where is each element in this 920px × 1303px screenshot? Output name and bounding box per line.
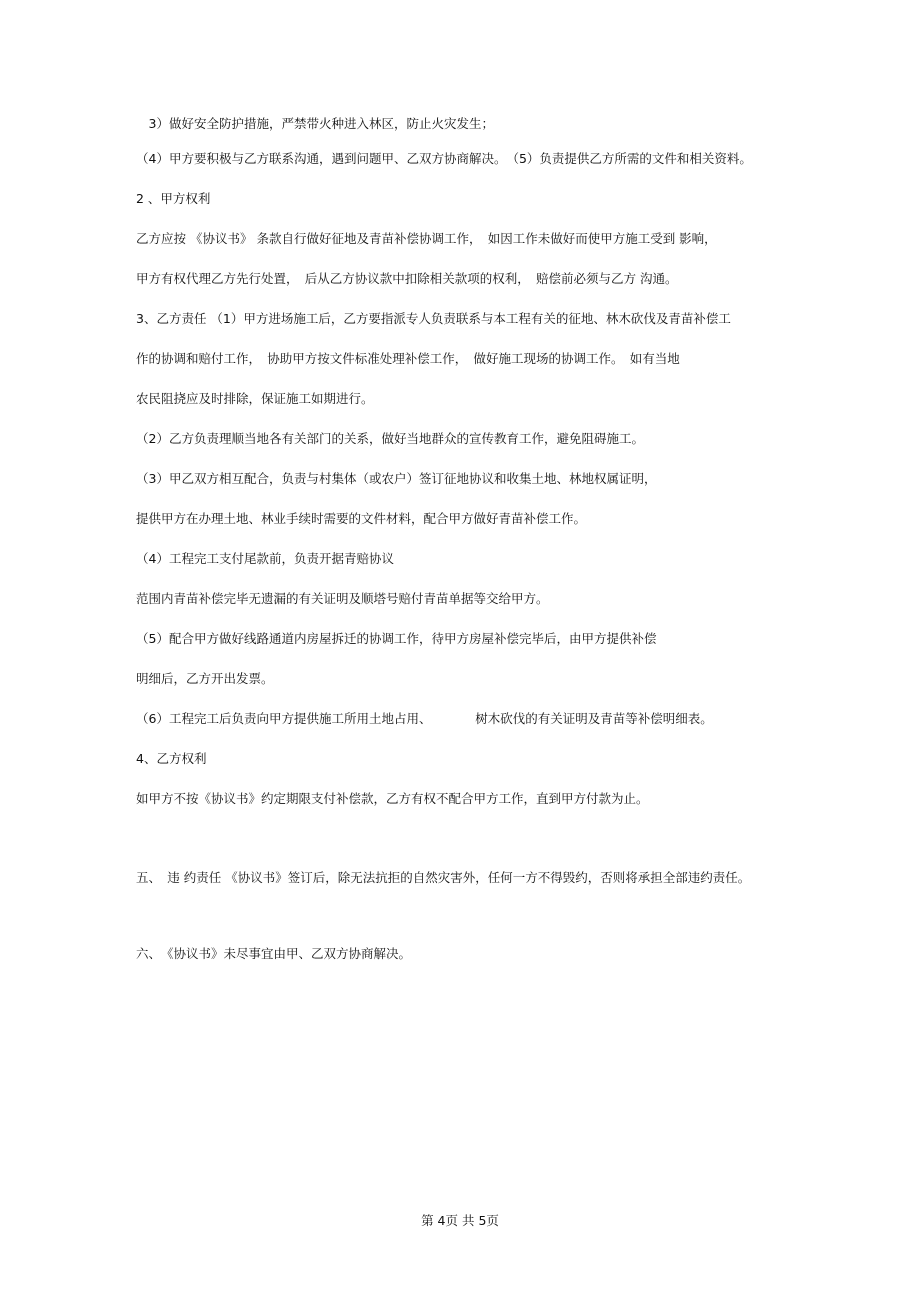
text-line: 提供甲方在办理土地、林业手续时需要的文件材料，配合甲方做好青苗补偿工作。 — [136, 511, 587, 526]
text-line: 甲方有权代理乙方先行处置， 后从乙方协议款中扣除相关款项的权利， 赔偿前必须与乙方 沟通。 — [136, 271, 678, 286]
text-line: 农民阻挠应及时排除，保证施工如期进行。 — [136, 391, 374, 406]
text-line: 明细后，乙方开出发票。 — [136, 671, 274, 686]
page-footer: 第 4页 共 5页 — [421, 1213, 499, 1228]
text-line: 3、乙方责任 （1）甲方进场施工后，乙方要指派专人负责联系与本工程有关的征地、林木砍伐及青苗补偿工 — [136, 311, 731, 326]
text-line: （6）工程完工后负责向甲方提供施工所用土地占用、 树木砍伐的有关证明及青苗等补偿明细表。 — [136, 711, 713, 726]
text-line: 3）做好安全防护措施，严禁带火种进入林区，防止火灾发生； — [136, 116, 494, 131]
text-line: （5）配合甲方做好线路通道内房屋拆迁的协调工作，待甲方房屋补偿完毕后，由甲方提供补偿 — [136, 631, 657, 646]
text-line: （4）甲方要积极与乙方联系沟通，遇到问题甲、乙双方协商解决。 （5）负责提供乙方所需的文件和相关资料。 — [136, 151, 752, 166]
text-line: 作的协调和赔付工作， 协助甲方按文件标准处理补偿工作， 做好施工现场的协调工作。 如有当地 — [136, 351, 680, 366]
text-line: （4）工程完工支付尾款前，负责开据青赔协议 — [136, 551, 394, 566]
text-line: （3）甲乙双方相互配合，负责与村集体（或农户）签订征地协议和收集土地、林地权属证明， — [136, 471, 657, 486]
section-heading: 2 、甲方权利 — [136, 191, 211, 206]
section-heading: 五、 违 约责任 《协议书》签订后，除无法抗拒的自然灾害外，任何一方不得毁约，否则将承担全部违约责任。 — [136, 870, 751, 885]
text-line: 乙方应按 《协议书》 条款自行做好征地及青苗补偿协调工作， 如因工作未做好而使甲方施工受到 影响， — [136, 231, 717, 246]
text-line: 如甲方不按《协议书》约定期限支付补偿款，乙方有权不配合甲方工作，直到甲方付款为止。 — [136, 791, 649, 806]
text-line: 范围内青苗补偿完毕无遗漏的有关证明及顺塔号赔付青苗单据等交给甲方。 — [136, 591, 549, 606]
text-line: （2）乙方负责理顺当地各有关部门的关系，做好当地群众的宣传教育工作，避免阻碍施工。 — [136, 431, 644, 446]
section-heading: 六、 《协议书》未尽事宜由甲、乙双方协商解决。 — [136, 946, 412, 961]
section-heading: 4、乙方权利 — [136, 751, 207, 766]
